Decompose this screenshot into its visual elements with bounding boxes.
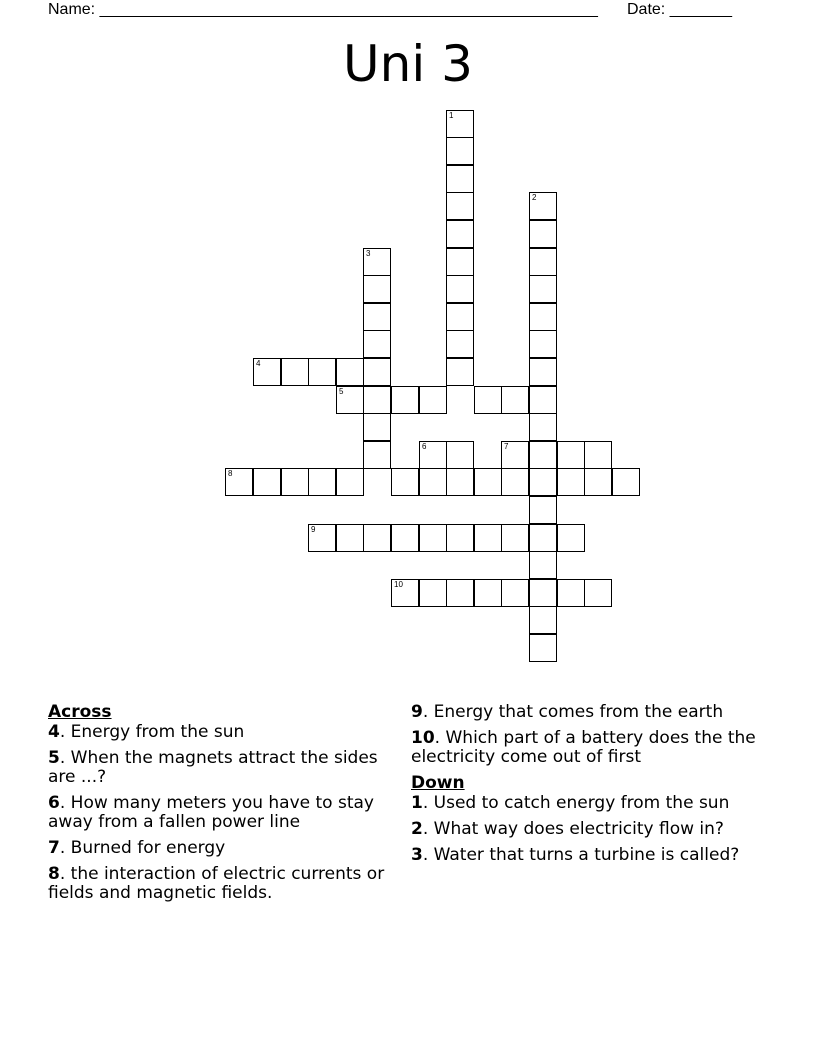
crossword-cell[interactable]: [474, 579, 502, 607]
clue-number: 9: [411, 702, 423, 722]
crossword-cell[interactable]: [419, 441, 447, 469]
crossword-cell[interactable]: [391, 468, 419, 496]
cell-number: 3: [366, 249, 371, 258]
crossword-cell[interactable]: [363, 386, 391, 414]
cell-number: 10: [394, 580, 403, 589]
cell-number: 8: [228, 469, 233, 478]
crossword-cell[interactable]: [446, 468, 474, 496]
crossword-cell[interactable]: [419, 524, 447, 552]
crossword-cell[interactable]: [474, 386, 502, 414]
clue-column-right: [411, 703, 761, 872]
clue-text: Burned for energy: [70, 838, 226, 858]
crossword-cell[interactable]: [529, 496, 557, 524]
crossword-cell[interactable]: [446, 192, 474, 220]
clue-across-7: 7. Burned for energy: [48, 838, 226, 858]
clue-number: 5: [48, 748, 60, 768]
cell-number: 7: [504, 442, 509, 451]
crossword-cell[interactable]: [446, 441, 474, 469]
cell-number: 4: [256, 359, 261, 368]
cell-number: 2: [532, 193, 537, 202]
clue-down-2: 2. What way does electricity flow in?: [411, 819, 724, 839]
crossword-cell[interactable]: [446, 220, 474, 248]
crossword-cell[interactable]: [446, 137, 474, 165]
crossword-cell[interactable]: [446, 303, 474, 331]
crossword-cell[interactable]: [281, 358, 309, 386]
crossword-cell[interactable]: [308, 358, 336, 386]
crossword-cell[interactable]: [474, 468, 502, 496]
clue-number: 2: [411, 819, 423, 839]
crossword-cell[interactable]: [529, 303, 557, 331]
crossword-cell[interactable]: [391, 524, 419, 552]
clue-down-3: 3. Water that turns a turbine is called?: [411, 845, 740, 865]
crossword-cell[interactable]: [557, 524, 585, 552]
crossword-cell[interactable]: [584, 579, 612, 607]
cell-number: 1: [449, 111, 454, 120]
crossword-cell[interactable]: [363, 413, 391, 441]
crossword-cell[interactable]: [529, 330, 557, 358]
crossword-cell[interactable]: [308, 524, 336, 552]
crossword-cell[interactable]: [529, 524, 557, 552]
clue-number: 8: [48, 864, 60, 884]
clue-text: Energy from the sun: [70, 722, 245, 742]
crossword-cell[interactable]: [529, 275, 557, 303]
crossword-cell[interactable]: [557, 441, 585, 469]
clue-across-4: 4. Energy from the sun: [48, 722, 245, 742]
crossword-cell[interactable]: [501, 441, 529, 469]
crossword-cell[interactable]: [557, 579, 585, 607]
crossword-cell[interactable]: [308, 468, 336, 496]
crossword-cell[interactable]: [336, 468, 364, 496]
date-field[interactable]: Date: _______: [627, 1, 732, 18]
crossword-cell[interactable]: [501, 386, 529, 414]
clue-text: When the magnets attract the sides are ...?: [48, 748, 378, 787]
clue-across-6: 6. How many meters you have to stay away from a fallen power line: [48, 793, 374, 832]
crossword-cell[interactable]: [281, 468, 309, 496]
crossword-cell[interactable]: [446, 275, 474, 303]
clue-number: 4: [48, 722, 60, 742]
clue-number: 7: [48, 838, 60, 858]
crossword-cell[interactable]: [363, 248, 391, 276]
crossword-cell[interactable]: [584, 468, 612, 496]
clue-text: How many meters you have to stay away from a fallen power line: [48, 793, 374, 832]
crossword-cell[interactable]: [419, 468, 447, 496]
crossword-cell[interactable]: [363, 441, 391, 469]
crossword-cell[interactable]: [529, 413, 557, 441]
crossword-cell[interactable]: [253, 468, 281, 496]
clue-text: Energy that comes from the earth: [433, 702, 724, 722]
crossword-cell[interactable]: [501, 468, 529, 496]
clue-text: What way does electricity flow in?: [433, 819, 724, 839]
crossword-cell[interactable]: [419, 579, 447, 607]
crossword-cell[interactable]: [501, 579, 529, 607]
clue-text: Water that turns a turbine is called?: [433, 845, 740, 865]
crossword-cell[interactable]: [529, 468, 557, 496]
crossword-cell[interactable]: [363, 524, 391, 552]
clue-column-left: [48, 703, 403, 910]
cell-number: 9: [311, 525, 316, 534]
crossword-cell[interactable]: [446, 248, 474, 276]
crossword-cell[interactable]: [419, 386, 447, 414]
crossword-cell[interactable]: [612, 468, 640, 496]
crossword-cell[interactable]: [529, 220, 557, 248]
clue-number: 1: [411, 793, 423, 813]
clue-across-10: 10. Which part of a battery does the the electricity come out of first: [411, 728, 756, 767]
crossword-cell[interactable]: [529, 192, 557, 220]
crossword-cell[interactable]: [529, 634, 557, 662]
crossword-cell[interactable]: [363, 303, 391, 331]
crossword-cell[interactable]: [446, 110, 474, 138]
crossword-cell[interactable]: [446, 579, 474, 607]
clue-number: 10: [411, 728, 435, 748]
crossword-cell[interactable]: [584, 441, 612, 469]
crossword-cell[interactable]: [446, 330, 474, 358]
across-heading: Across: [48, 702, 112, 722]
crossword-cell[interactable]: [557, 468, 585, 496]
crossword-cell[interactable]: [474, 524, 502, 552]
clue-text: the interaction of electric currents or fields and magnetic fields.: [48, 864, 385, 903]
crossword-cell[interactable]: [446, 165, 474, 193]
crossword-cell[interactable]: [336, 358, 364, 386]
crossword-cell[interactable]: [446, 524, 474, 552]
crossword-cell[interactable]: [529, 579, 557, 607]
clue-number: 6: [48, 793, 60, 813]
clue-across-5: 5. When the magnets attract the sides are ...?: [48, 748, 378, 787]
crossword-cell[interactable]: [501, 524, 529, 552]
crossword-cell[interactable]: [391, 579, 419, 607]
name-field[interactable]: Name: ________________________________________________________: [48, 1, 598, 18]
page-title: Uni 3: [343, 35, 473, 93]
crossword-cell[interactable]: [336, 386, 364, 414]
crossword-cell[interactable]: [529, 606, 557, 634]
crossword-cell[interactable]: [391, 386, 419, 414]
crossword-cell[interactable]: [529, 551, 557, 579]
crossword-cell[interactable]: [446, 358, 474, 386]
crossword-cell[interactable]: [529, 358, 557, 386]
crossword-cell[interactable]: [363, 358, 391, 386]
clue-text: Used to catch energy from the sun: [433, 793, 730, 813]
crossword-cell[interactable]: [529, 386, 557, 414]
crossword-cell[interactable]: [363, 275, 391, 303]
crossword-cell[interactable]: [225, 468, 253, 496]
cell-number: 5: [339, 387, 344, 396]
clue-number: 3: [411, 845, 423, 865]
crossword-cell[interactable]: [529, 248, 557, 276]
crossword-cell[interactable]: [363, 330, 391, 358]
clue-across-9: 9. Energy that comes from the earth: [411, 702, 724, 722]
clue-across-8: 8. the interaction of electric currents or fields and magnetic fields.: [48, 864, 385, 903]
clue-down-1: 1. Used to catch energy from the sun: [411, 793, 730, 813]
down-heading: Down: [411, 773, 465, 793]
cell-number: 6: [422, 442, 427, 451]
crossword-cell[interactable]: [253, 358, 281, 386]
clue-text: Which part of a battery does the the electricity come out of first: [411, 728, 756, 767]
crossword-cell[interactable]: [529, 441, 557, 469]
crossword-cell[interactable]: [336, 524, 364, 552]
